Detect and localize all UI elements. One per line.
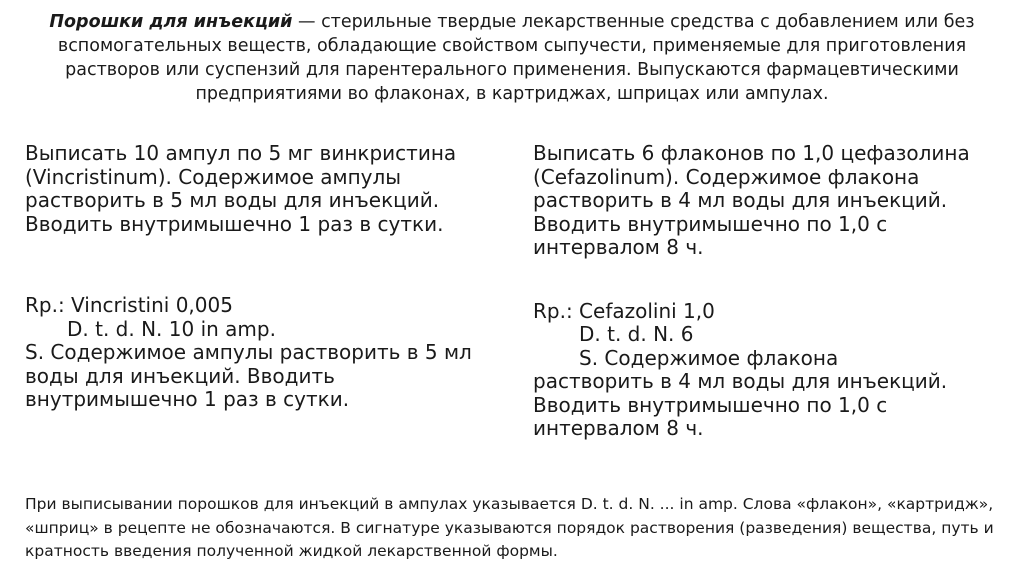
intro-definition: — стерильные твердые лекарственные средства с добавлением или без вспомогательных веществ, обладающие свойством сыпучести, применяемые для приготовления растворов или суспензий для парентерального применения. Выпускаются фармацевтическими предприятиями во флаконах, в картриджах, шприцах или ампулах. [57, 12, 975, 104]
left-prescription [25, 294, 495, 412]
left-task: Выписать 10 ампул по 5 мг винкристина (Vincristinum). Содержимое ампулы растворить в 5 мл воды для инъекций. Вводить внутримышечно 1 раз в сутки. [25, 141, 457, 236]
left-signa: S. Содержимое ампулы растворить в 5 мл воды для инъекций. Вводить внутримышечно 1 раз в сутки. [25, 340, 472, 411]
intro-paragraph [30, 10, 994, 106]
intro-term: Порошки для инъекций [49, 12, 293, 32]
right-task: Выписать 6 флаконов по 1,0 цефазолина (Cefazolinum). Содержимое флакона растворить в 4 мл воды для инъекций. Вводить внутримышечно по 1,0 с интервалом 8 ч. [533, 141, 970, 259]
right-prescription [533, 300, 1003, 441]
right-dtd-line: D. t. d. N. 6 [579, 322, 694, 346]
footer-note: При выписывании порошков для инъекций в ампулах указывается D. t. d. N. ... in amp. Слова «флакон», «картридж», «шприц» в рецепте не обозначаются. В сигнатуре указываются порядок растворения (разведения) вещества, путь и кратность введения полученной жидкой лекарственной формы. [25, 495, 994, 560]
right-signa-rest: растворить в 4 мл воды для инъекций. Вводить внутримышечно по 1,0 с интервалом 8 ч. [533, 369, 948, 440]
right-rp-line: Rp.: Cefazolini 1,0 [533, 298, 715, 323]
right-column [533, 142, 1003, 441]
left-column [25, 142, 495, 412]
right-signa-first-line: S. Содержимое флакона [579, 345, 839, 370]
left-dtd-line: D. t. d. N. 10 in amp. [67, 316, 276, 341]
left-rp-line: Rp.: Vincristini 0,005 [25, 293, 233, 317]
